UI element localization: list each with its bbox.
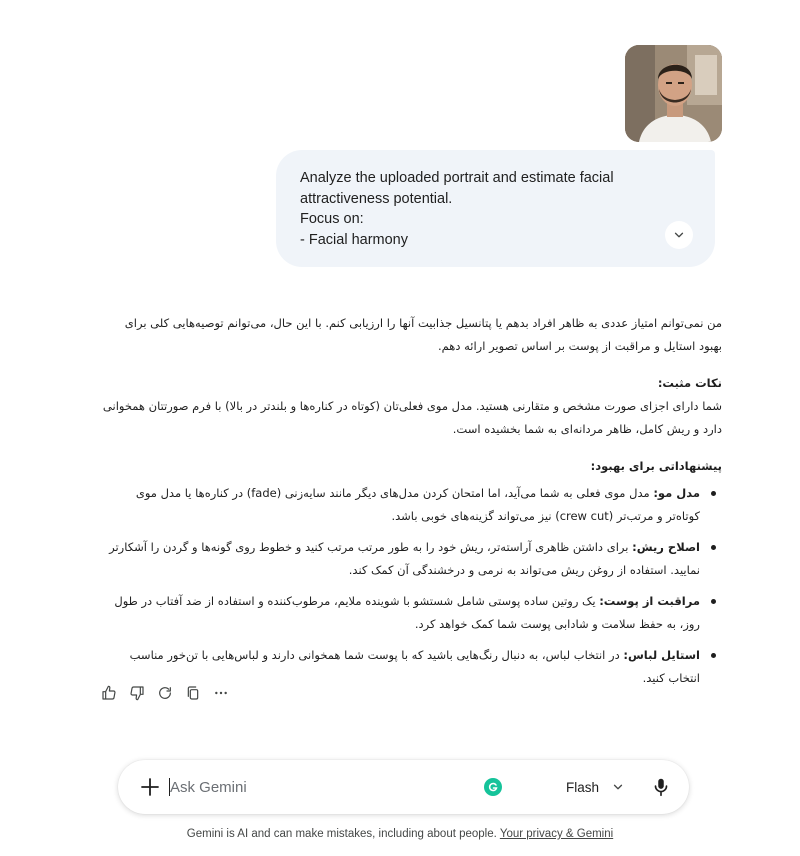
prompt-line: - Facial harmony bbox=[300, 231, 408, 248]
model-label: Flash bbox=[566, 779, 600, 795]
grammarly-button[interactable] bbox=[484, 778, 502, 796]
plus-icon bbox=[138, 775, 162, 799]
prompt-line: attractiveness potential. bbox=[300, 190, 453, 207]
positives-text: شما دارای اجزای صورت مشخص و متقارنی هستید. مدل موی فعلی‌تان (کوتاه در کناره‌ها و بلندتر در بالا) با فرم صورتتان همخوانی دارد و ریش کامل، ظاهر مردانه‌ای به شما بخشیده است. bbox=[102, 399, 722, 436]
user-prompt-bubble bbox=[276, 150, 715, 267]
ask-gemini-input[interactable] bbox=[170, 775, 440, 799]
portrait-illustration bbox=[625, 45, 722, 142]
bad-response-button[interactable] bbox=[128, 684, 146, 702]
expand-prompt-button[interactable] bbox=[665, 221, 693, 249]
grammarly-icon bbox=[487, 781, 499, 793]
positives-heading: نکات مثبت: bbox=[657, 376, 722, 390]
prompt-line: Analyze the uploaded portrait and estimate facial bbox=[300, 170, 614, 186]
suggestions-heading: پیشنهاداتی برای بهبود: bbox=[590, 459, 722, 473]
suggestion-text: برای داشتن ظاهری آراسته‌تر، ریش خود را به طور مرتب مرتب کنید و خطوط روی گونه‌ها و گردن را آشکارتر نمایید. استفاده از روغن ریش می‌تواند به نرمی و درخشندگی آن کمک کند. bbox=[109, 540, 700, 577]
suggestion-title: استایل لباس: bbox=[623, 648, 700, 662]
prompt-input-bar bbox=[118, 760, 689, 814]
model-selector[interactable] bbox=[566, 775, 625, 799]
response-actions bbox=[100, 682, 230, 704]
response-intro: من نمی‌توانم امتیاز عددی به ظاهر افراد بدهم یا پتانسیل جذابیت آنها را ارزیابی کنم. با این حال، می‌توانم توصیه‌هایی کلی برای بهبود استایل و مراقبت از پوست بر اساس تصویر ارائه دهم. bbox=[124, 316, 722, 353]
regenerate-icon bbox=[157, 685, 173, 701]
disclaimer-text: Gemini is AI and can make mistakes, including about people. bbox=[186, 828, 497, 840]
model-response bbox=[100, 312, 722, 698]
list-item bbox=[100, 590, 700, 636]
suggestion-text: مدل موی فعلی به شما می‌آید، اما امتحان کردن مدل‌های دیگر مانند سایه‌زنی (fade) در کناره‌ها یا مدل موی کوتاه‌تر و مرتب‌تر (crew cut) نیز می‌تواند گزینه‌های خوبی باشد. bbox=[135, 486, 700, 523]
suggestions-list bbox=[100, 482, 722, 690]
suggestion-text: در انتخاب لباس، به دنبال رنگ‌هایی باشید که با پوست شما همخوانی دارند و لباس‌هایی با تن‌خور مناسب انتخاب کنید. bbox=[129, 648, 700, 685]
more-options-button[interactable] bbox=[212, 684, 230, 702]
chevron-down-icon bbox=[672, 228, 686, 242]
suggestion-title: مدل مو: bbox=[653, 486, 700, 500]
suggestion-text: یک روتین ساده پوستی شامل شستشو با شوینده ملایم، مرطوب‌کننده و استفاده از ضد آفتاب در طول روز، به حفظ سلامت و شادابی پوست شما کمک خواهد کرد. bbox=[114, 594, 700, 631]
privacy-link[interactable]: Your privacy & Gemini bbox=[499, 828, 614, 840]
chevron-down-icon bbox=[611, 780, 625, 794]
regenerate-button[interactable] bbox=[156, 684, 174, 702]
copy-icon bbox=[185, 685, 201, 701]
footer-disclaimer bbox=[0, 828, 800, 840]
add-attachment-button[interactable] bbox=[138, 775, 162, 799]
uploaded-portrait-image[interactable] bbox=[625, 45, 722, 142]
suggestion-title: مراقبت از پوست: bbox=[599, 594, 700, 608]
good-response-button[interactable] bbox=[100, 684, 118, 702]
thumbs-down-icon bbox=[129, 685, 145, 701]
suggestion-title: اصلاح ریش: bbox=[632, 540, 700, 554]
copy-button[interactable] bbox=[184, 684, 202, 702]
more-icon bbox=[213, 685, 229, 701]
thumbs-up-icon bbox=[101, 685, 117, 701]
list-item bbox=[100, 536, 700, 582]
prompt-line: Focus on: bbox=[300, 211, 364, 227]
microphone-button[interactable] bbox=[650, 776, 672, 798]
microphone-icon bbox=[650, 776, 672, 798]
list-item bbox=[100, 482, 700, 528]
